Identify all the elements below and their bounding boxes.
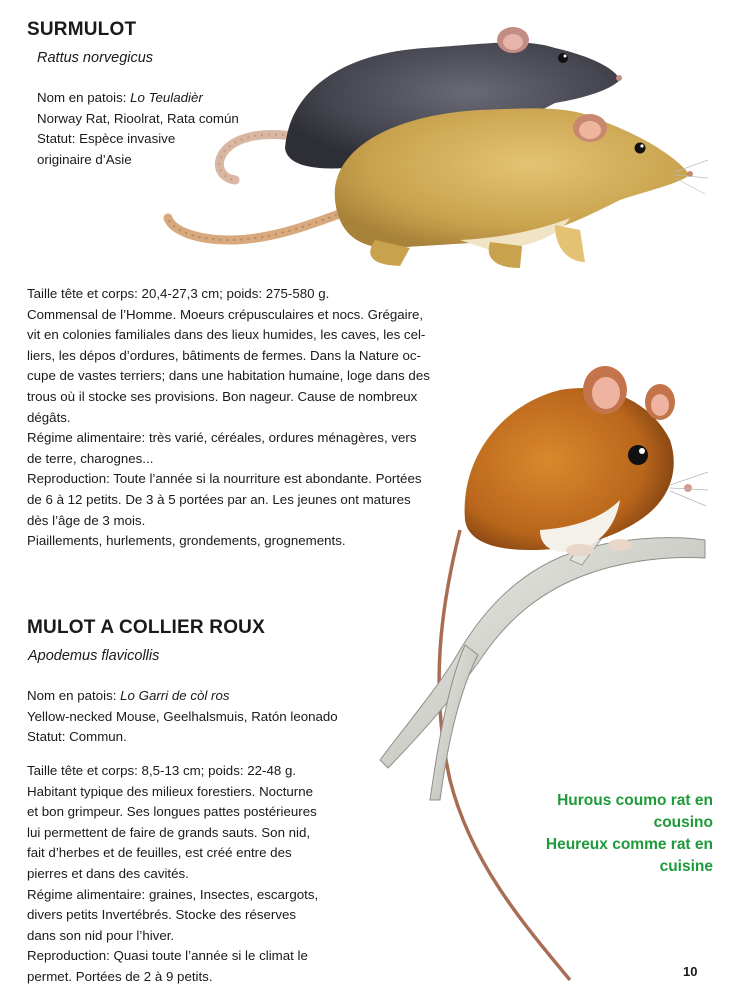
mulot-latin-name: Apodemus flavicollis <box>28 648 160 664</box>
mulot-desc-line: permet. Portées de 2 à 9 petits. <box>27 968 213 984</box>
surmulot-desc-line: de 6 à 12 petits. De 3 à 5 portées par an. Les jeunes ont matures <box>27 491 411 507</box>
surmulot-common-names: Norway Rat, Rioolrat, Rata común <box>37 110 239 126</box>
mulot-info <box>27 686 338 748</box>
surmulot-latin-name: Rattus norvegicus <box>37 50 154 66</box>
surmulot-desc-line: de terre, charognes... <box>27 450 154 466</box>
surmulot-desc-line: cupe de vastes terriers; dans une habitation humaine, loge dans des <box>27 368 430 384</box>
surmulot-patois-label: Nom en patois: <box>37 90 131 105</box>
mulot-title: MULOT A COLLIER ROUX <box>27 617 265 638</box>
mulot-status: Statut: Commun. <box>27 729 127 745</box>
surmulot-desc-line: trous où il stocke ses provisions. Bon nageur. Cause de nombreux <box>27 388 418 404</box>
surmulot-desc-line: Commensal de l’Homme. Moeurs crépusculaires et nocs. Grégaire, <box>27 306 424 322</box>
surmulot-description <box>27 284 430 552</box>
surmulot-desc-line: liers, les dépos d’ordures, bâtiments de fermes. Dans la Nature oc- <box>27 347 421 363</box>
mulot-desc-line: Taille tête et corps: 8,5-13 cm; poids: 22-48 g. <box>27 763 297 778</box>
tan-rat-illustration <box>160 90 710 275</box>
surmulot-desc-line: Taille tête et corps: 20,4-27,3 cm; poids: 275-580 g. <box>27 286 330 301</box>
proverb-line: Hurous coumo rat en <box>557 792 713 809</box>
mulot-common-names: Yellow-necked Mouse, Geelhalsmuis, Ratón leonado <box>27 708 338 724</box>
mulot-desc-line: Reproduction: Quasi toute l’année si le climat le <box>27 948 308 964</box>
proverb <box>546 790 713 878</box>
mulot-desc-line: pierres et dans des cavités. <box>27 865 189 881</box>
mulot-desc-line: fait d’herbes et de feuilles, est créé entre des <box>27 845 292 861</box>
mulot-desc-line: dans son nid pour l’hiver. <box>27 927 175 943</box>
mulot-patois-line <box>27 686 338 707</box>
surmulot-patois-line <box>37 88 239 109</box>
mulot-desc-line: Régime alimentaire: graines, Insectes, escargots, <box>27 886 319 902</box>
surmulot-desc-line: dégâts. <box>27 409 71 425</box>
proverb-line: cuisine <box>659 858 713 875</box>
mulot-desc-line: lui permettent de faire de grands sauts. Son nid, <box>27 824 311 840</box>
mulot-desc-line: et bon grimpeur. Ses longues pattes postérieures <box>27 804 317 820</box>
surmulot-desc-line: Piaillements, hurlements, grondements, grognements. <box>27 533 346 549</box>
surmulot-title: SURMULOT <box>27 19 137 40</box>
surmulot-info <box>37 88 239 170</box>
mulot-desc-line: divers petits Invertébrés. Stocke des réserves <box>27 907 297 923</box>
page-number: 10 <box>683 964 698 979</box>
mulot-desc-line: Habitant typique des milieux forestiers. Nocturne <box>27 783 314 799</box>
mulot-description <box>27 761 318 988</box>
proverb-line: Heureux comme rat en <box>545 836 713 853</box>
proverb-line: cousino <box>653 814 713 831</box>
mulot-patois-name: Lo Garri de còl ros <box>120 688 230 703</box>
mulot-patois-label: Nom en patois: <box>27 688 121 703</box>
surmulot-patois-name: Lo Teuladièr <box>130 90 203 105</box>
surmulot-desc-line: Reproduction: Toute l’année si la nourriture est abondante. Portées <box>27 471 422 487</box>
surmulot-desc-line: dès l’âge de 3 mois. <box>27 512 146 528</box>
surmulot-desc-line: Régime alimentaire: très varié, céréales, ordures ménagères, vers <box>27 430 417 446</box>
surmulot-desc-line: vit en colonies familiales dans des lieux humides, les caves, les cel- <box>27 327 426 343</box>
surmulot-status-line-2: originaire d’Asie <box>37 151 132 167</box>
surmulot-status-line-1: Statut: Espèce invasive <box>37 131 176 147</box>
